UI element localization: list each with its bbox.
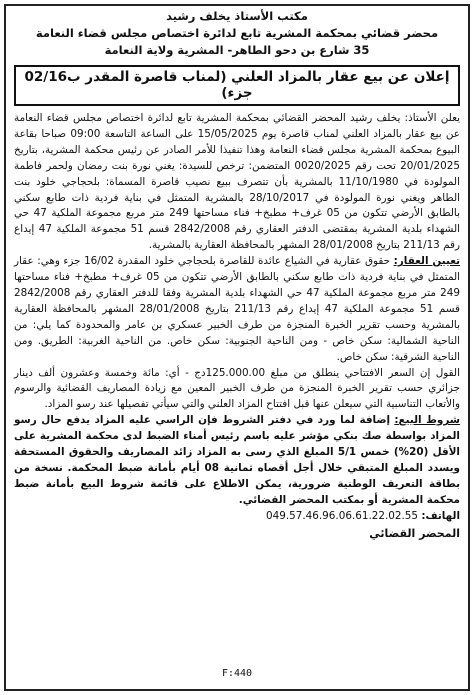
signature: المحضر القضائي — [369, 526, 460, 540]
property-heading: تعيين العقار: — [393, 255, 460, 268]
office-header — [6, 8, 468, 59]
phone-number: 049.57.46.96.06.61.22.02.55 — [266, 509, 419, 522]
conditions-paragraph — [14, 413, 460, 508]
conditions-heading: شروط البيع: — [394, 414, 461, 427]
office-name: مكتب الأستاذ يخلف رشيد — [166, 9, 308, 23]
phone-label: الهاتف: — [421, 509, 460, 522]
document-frame — [4, 4, 470, 691]
announcement-title: إعلان عن بيع عقار بالمزاد العلني (لمناب قاصرة المقدر ب02/16 جزء) — [14, 65, 460, 106]
conditions-text: إضافة لما ورد في دفتر الشروط فإن الراسي عليه المزاد يدفع حال رسو المزاد بواسطة صك بنكي مؤشر عليه باسم رئيس أمناء الضبط لدى محكمة المشرية على الأقل (20%) خمس 5/1 المبلغ الذي رسى به المزاد زائد المصاريف والحقوق المستحقة ويسدد المبلغ المتبقي خلال أجل أقصاه ثمانية 08 أيام بأمانة ضبط المحكمة. نسخة من بطاقة التعريف الوطنية ضرورية، يمكن الاطلاع على قائمة شروط البيع بأمانة ضبط محكمة المشرية أو بمكتب المحضر القضائي. — [14, 414, 460, 506]
office-address: 35 شارع بن دحو الطاهر- المشرية ولاية النعامة — [104, 43, 370, 57]
property-text: حقوق عقارية في الشياع عائدة للقاصرة بلحجاجي خلود المقدرة 16/02 جزء وهي: عقار المتمثل في بناية فردية ذات طابع سكني بالطابق الأرضي تتكون من 05 غرف+ مطبخ+ فناء مساحتها 249 متر مربع مجموعة الملكية 47 حي الشهداء بلدية المشرية وفقا للدفتر العقاري رقم 2842/2008 قسم 51 مجموعة الملكية 47 إيداع رقم 211/13 بتاريخ 28/01/2008 المشهر بالمحافظة العقارية بالمشرية وحسب تقرير الخبرة المنجزة من طرف الخبير عسكري بن عامر والمحدودة كما يلي: من الناحية الشمالية: سكن خاص - ومن الناحية الجنوبية: سكن خاص. من الناحية الغربية: الطريق. ومن الناحية الشرقية: سكن خاص. — [14, 255, 461, 363]
price-paragraph: القول إن السعر الافتتاحي ينطلق من مبلغ 125.000.00دج - أي: مائة وخمسة وعشرون ألف دينار جزائري حسب تقرير الخبرة المنجزة من طرف الخبير المعين مع زيادة المصاريف القضائية والرسوم والأتعاب التناسبية التي سيعلن عنها قبل افتتاح المزاد العلني والتي سيأتي تفصيلها عند رسو المزاد. — [14, 366, 460, 411]
property-paragraph — [14, 254, 460, 365]
footer-code: F:440 — [221, 668, 253, 679]
intro-paragraph: يعلن الأستاذ: يخلف رشيد المحضر القضائي بمحكمة المشرية تابع لدائرة اختصاص مجلس قضاء النعامة عن بيع عقار بالمزاد العلني لمناب قاصرة يوم 15/05/2025 على الساعة التاسعة 09:00 صباحا بقاعة البيوع بمحكمة المشرية مجلس قضاء النعامة وهذا تنفيذا للأمر الصادر عن رئيس محكمة المشرية، بتاريخ 20/01/2025 تحت رقم 0020/2025 المتضمن: ترخص للسيدة: يغني نورة بنت رمضان ولحمر فاطمة المولودة في 11/10/1980 بالمشرية بأن تتصرف ببيع نصيب قاصرة المسماة: بلحجاجي خلود بنت الطاهر ويغني نورة المولودة في 28/10/2017 بالمشرية المتمثل في بناية فردية ذات طابع سكني بالطابق الأرضي تتكون من 05 غرف+ مطبخ+ فناء مساحتها 249 متر مربع مجموعة الملكية 47 حي الشهداء بلدية المشرية بمقتضى الدفتر العقاري رقم 2842/2008 قسم 51 مجموعة الملكية 47 إيداع رقم 211/13 بتاريخ 28/01/2008 المشهر بالمحافظة العقارية بالمشرية. — [14, 112, 461, 252]
phone-line — [14, 509, 460, 525]
announcement-body — [14, 111, 460, 509]
office-title: محضر قضائي بمحكمة المشرية تابع لدائرة اختصاص مجلس قضاء النعامة — [35, 26, 439, 40]
